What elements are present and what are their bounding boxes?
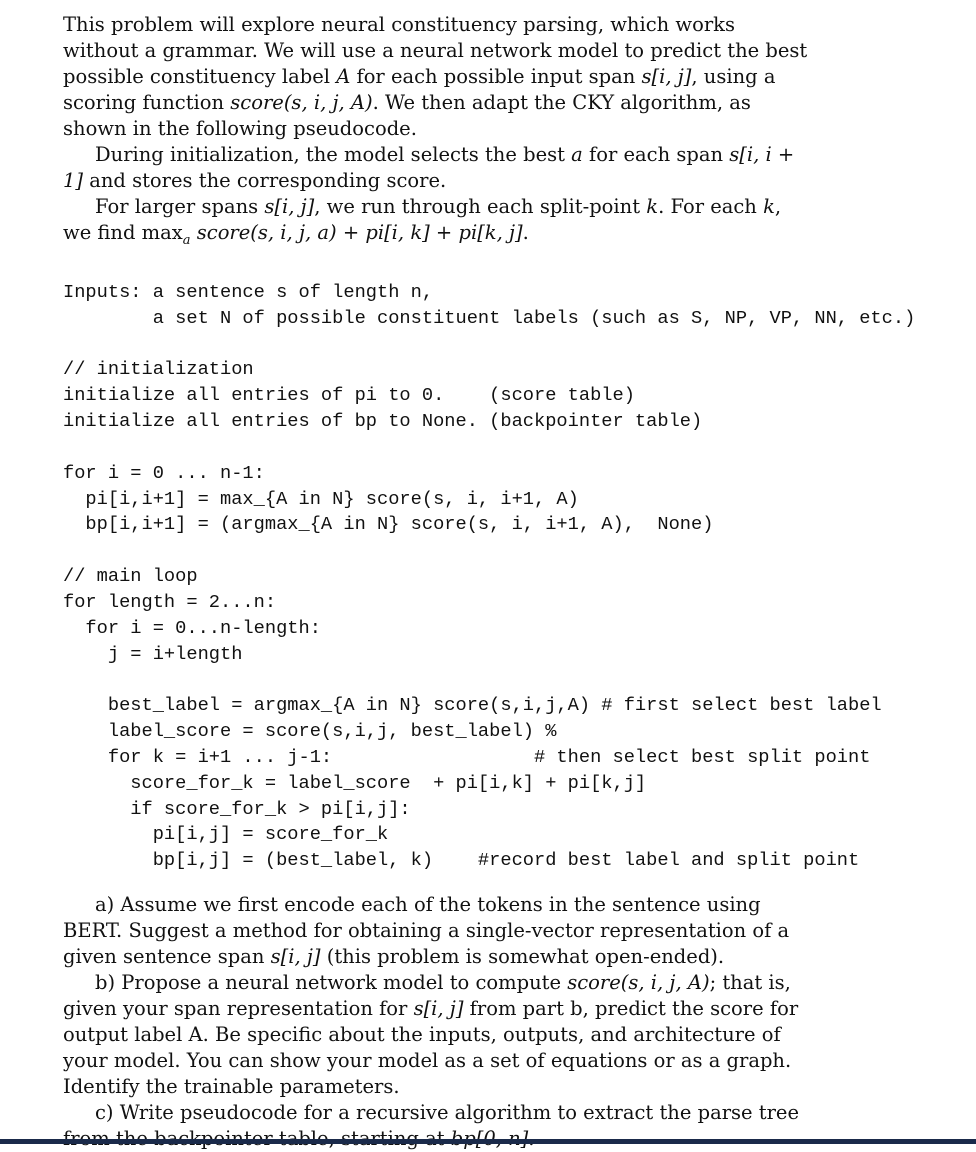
intro-paragraph-1: This problem will explore neural constituency parsing, which works without a grammar. We will use a neural network model to predict the best possible constituency label A for each possible input span s[i, j], using a scoring function score(s, i, j, A). We then adapt the CKY algorithm, as shown in the following pseudocode. (63, 13, 808, 140)
math-expression: k (646, 195, 659, 218)
pseudocode-block (63, 280, 953, 874)
code-line: for length = 2...n: (63, 591, 277, 614)
code-comment: // initialization (63, 358, 254, 381)
math-expression: score(s, i, j, a) + pi[i, k] + pi[k, j] (196, 221, 523, 244)
document-page (63, 12, 953, 1152)
questions (63, 892, 953, 1152)
intro-paragraph-2: During initialization, the model selects the best a for each span s[i, i + 1] and stores the corresponding score. (63, 143, 795, 192)
bottom-border (0, 1139, 976, 1144)
math-expression: k (763, 195, 775, 218)
code-line: pi[i,j] = score_for_k (63, 823, 389, 846)
question-a: a) Assume we first encode each of the tokens in the sentence using BERT. Suggest a method for obtaining a single-vector representation of a given sentence span s[i, j] (this problem is somewhat open-ended). (63, 893, 790, 969)
code-line: bp[i,i+1] = (argmax_{A in N} score(s, i, i+1, A), None) (63, 513, 714, 536)
math-expression: s[i, j] (270, 945, 321, 969)
code-line: best_label = argmax_{A in N} score(s,i,j,A) # first select best label (63, 694, 882, 717)
code-line: score_for_k = label_score + pi[i,k] + pi[k,j] (63, 771, 647, 794)
code-line: j = i+length (63, 642, 243, 665)
code-line: if score_for_k > pi[i,j]: (63, 797, 411, 820)
math-expression: s[i, j] (641, 65, 692, 88)
math-expression: A (336, 65, 351, 88)
math-expression: score(s, i, j, A) (567, 971, 710, 995)
code-line: pi[i,i+1] = max_{A in N} score(s, i, i+1, A) (63, 487, 579, 510)
math-expression: a (571, 143, 583, 166)
math-expression: s[i, j] (264, 195, 315, 218)
code-line: initialize all entries of pi to 0. (score table) (63, 384, 635, 407)
math-expression: s[i, i + 1] (63, 143, 795, 192)
code-comment: // main loop (63, 565, 198, 588)
question-b: b) Propose a neural network model to compute score(s, i, j, A); that is, given your span representation for s[i, j] from part b, predict the score for output label A. Be specific about the inputs, outputs, and architecture of your model. You can show your model as a set of equations or as a graph. Identify the trainable parameters. (63, 971, 799, 1099)
question-c: c) Write pseudocode for a recursive algorithm to extract the parse tree (63, 1100, 808, 1152)
code-line: for i = 0...n-length: (63, 616, 321, 639)
code-line: for i = 0 ... n-1: (63, 461, 265, 484)
code-line: a set N of possible constituent labels (such as S, NP, VP, NN, etc.) (63, 306, 916, 329)
code-line: Inputs: a sentence s of length n, (63, 280, 434, 303)
intro-paragraph-3: For larger spans s[i, j], we run through each split-point k. For each k, we find $\max_a$ score(s, i, j, a) + pi[i, k] + pi[k, j]. (63, 195, 782, 248)
math-expression: s[i, j] (413, 997, 464, 1021)
code-line: for k = i+1 ... j-1: # then select best split point (63, 746, 871, 769)
math-subscript: a (182, 232, 191, 248)
math-expression: score(s, i, j, A) (230, 91, 373, 114)
code-line: initialize all entries of bp to None. (backpointer table) (63, 410, 703, 433)
code-line: label_score = score(s,i,j, best_label) % (63, 720, 557, 743)
code-line: bp[i,j] = (best_label, k) #record best label and split point (63, 849, 860, 872)
